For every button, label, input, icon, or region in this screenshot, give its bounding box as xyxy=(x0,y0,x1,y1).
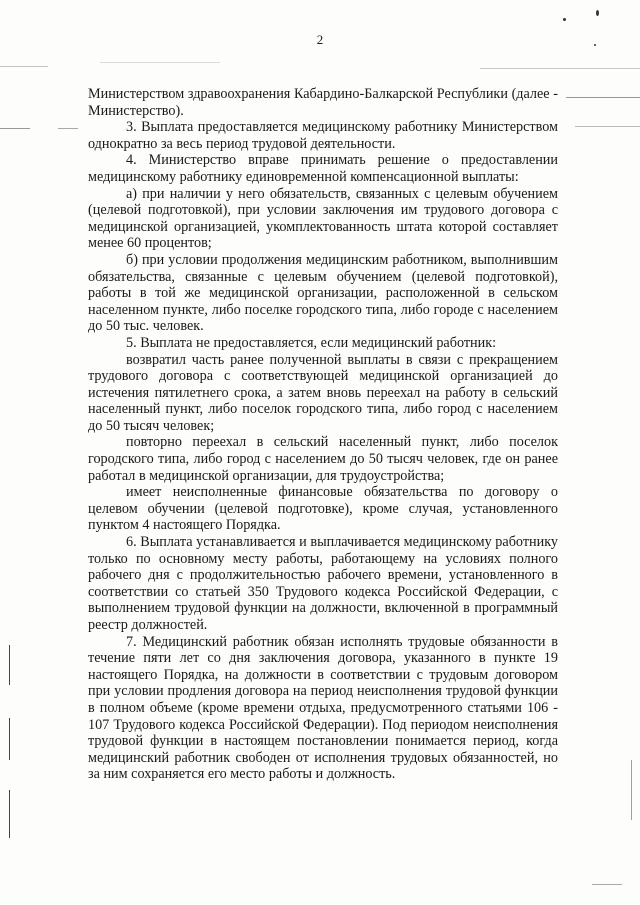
paragraph-4b: б) при условии продолжения медицинским работником, выполнившим обязательства, связанные с целевым обучением (целевой подготовкой), работы в той же медицинской организации, расположенной в сельском населенном пункте, либо поселке городского типа, либо городе с населением до 50 тыс. человек. xyxy=(88,251,558,335)
scan-speck-1 xyxy=(563,18,566,21)
margin-mark-2 xyxy=(9,718,10,760)
scan-rule-right-2 xyxy=(575,126,640,127)
page-number: 2 xyxy=(316,32,324,47)
scan-rule-right-3 xyxy=(592,884,622,885)
margin-mark-1 xyxy=(9,645,10,685)
scan-rule-right-1 xyxy=(566,97,640,98)
scan-rule-top-left xyxy=(0,66,48,67)
paragraph-5-relocated: повторно переехал в сельский населенный пункт, либо поселок городского типа, либо город с населением до 50 тысяч человек, где он ранее работал в медицинской организации, для трудоустройства; xyxy=(88,434,558,484)
scan-rule-left-2 xyxy=(58,128,78,129)
scan-rule-top-mid xyxy=(100,62,220,63)
document-body xyxy=(88,86,558,783)
paragraph-ministry: Министерством здравоохранения Кабардино-Балкарской Республики (далее - Министерство). xyxy=(88,86,558,119)
scan-rule-left-1 xyxy=(0,128,30,129)
scan-speck-3 xyxy=(594,44,596,46)
paragraph-5: 5. Выплата не предоставляется, если медицинский работник: xyxy=(126,334,497,351)
margin-mark-4 xyxy=(631,760,632,820)
paragraph-3: 3. Выплата предоставляется медицинскому работнику Министерством однократно за весь период трудовой деятельности. xyxy=(88,119,558,152)
margin-mark-3 xyxy=(9,790,10,838)
paragraph-6: 6. Выплата устанавливается и выплачивается медицинскому работнику только по основному месту работы, работающему на условиях полного рабочего дня с продолжительностью рабочего времени, установленного в соответствии со статьей 350 Трудового кодекса Российской Федерации, с выполнением трудовой функции на должности, включенной в программный реестр должностей. xyxy=(88,534,558,633)
paragraph-5-returned: возвратил часть ранее полученной выплаты в связи с прекращением трудового договора с соответствующей медицинской организацией до истечения пятилетнего срока, а затем вновь переехал на работу в сельский населенный пункт, либо поселок городского типа, либо город с населением до 50 тысяч человек; xyxy=(88,351,558,434)
scan-speck-2 xyxy=(596,10,599,16)
paragraph-5-obligations: имеет неисполненные финансовые обязательства по договору о целевом обучении (целевой подготовке), кроме случая, установленного пунктом 4 настоящего Порядка. xyxy=(88,484,558,534)
scan-rule-top-right xyxy=(480,68,640,69)
paragraph-7: 7. Медицинский работник обязан исполнять трудовые обязанности в течение пяти лет со дня заключения договора, указанного в пункте 19 настоящего Порядка, на должности в соответствии с трудовым договором при условии продления договора на период неисполнения трудовой функции в полном объеме (кроме времени отдыха, предусмотренного статьями 106 - 107 Трудового кодекса Российской Федерации). Под периодом неисполнения трудовой функции в настоящем постановлении понимается период, когда медицинский работник свободен от исполнения трудовых обязанностей, но за ним сохраняется его место работы и должность. xyxy=(88,633,558,783)
paragraph-4: 4. Министерство вправе принимать решение о предоставлении медицинскому работнику единовременной компенсационной выплаты: xyxy=(88,152,558,185)
paragraph-4a: а) при наличии у него обязательств, связанных с целевым обучением (целевой подготовкой), при условии заключения им трудового договора с медицинской организацией, укомплектованность штата которой составляет менее 60 процентов; xyxy=(88,185,558,252)
